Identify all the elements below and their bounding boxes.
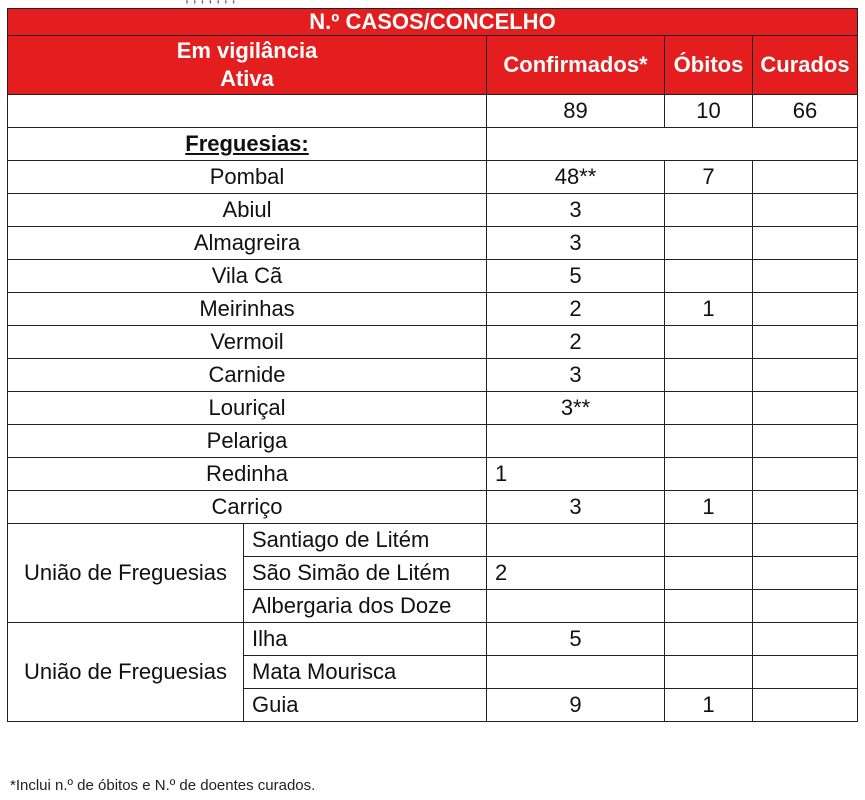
freguesia-confirmados: 2 (487, 293, 665, 326)
freguesia-confirmados: 3 (487, 491, 665, 524)
table-row (8, 260, 858, 293)
table-row (8, 458, 858, 491)
union-label: União de Freguesias (8, 623, 244, 722)
cropped-text-strip (0, 0, 865, 8)
freguesia-obitos (665, 425, 753, 458)
union-member-name: Santiago de Litém (244, 524, 487, 557)
union-member-obitos: 1 (665, 689, 753, 722)
freguesia-curados (753, 326, 858, 359)
freguesia-name: Carnide (8, 359, 487, 392)
union-confirmados: 2 (487, 557, 665, 590)
freguesia-curados (753, 293, 858, 326)
table-row (8, 227, 858, 260)
table-row (8, 425, 858, 458)
totals-row (8, 95, 858, 128)
freguesia-obitos: 1 (665, 491, 753, 524)
union-member-obitos (665, 524, 753, 557)
table-title-row (8, 9, 858, 36)
freguesia-curados (753, 458, 858, 491)
freguesia-confirmados: 5 (487, 260, 665, 293)
freguesia-confirmados: 48** (487, 161, 665, 194)
union-row (8, 524, 858, 557)
union-member-name: Ilha (244, 623, 487, 656)
freguesia-curados (753, 491, 858, 524)
union-member-confirmados (487, 524, 665, 557)
freguesia-curados (753, 392, 858, 425)
union-member-curados (753, 524, 858, 557)
union-member-obitos (665, 557, 753, 590)
freguesia-confirmados: 2 (487, 326, 665, 359)
header-obitos: Óbitos (665, 36, 753, 95)
table-row (8, 293, 858, 326)
table-row (8, 194, 858, 227)
freguesia-obitos: 1 (665, 293, 753, 326)
footnote: *Inclui n.º de óbitos e N.º de doentes curados. (10, 777, 316, 794)
freguesia-name: Vermoil (8, 326, 487, 359)
union-member-obitos (665, 656, 753, 689)
totals-vigilancia-cell (8, 95, 487, 128)
union-member-name: Mata Mourisca (244, 656, 487, 689)
freguesia-obitos (665, 458, 753, 491)
table-row (8, 161, 858, 194)
table-row (8, 491, 858, 524)
table-row (8, 392, 858, 425)
freguesia-curados (753, 194, 858, 227)
header-curados: Curados (753, 36, 858, 95)
totals-obitos: 10 (665, 95, 753, 128)
union-member-confirmados: 9 (487, 689, 665, 722)
cases-by-municipality-table (7, 8, 858, 722)
freguesia-confirmados (487, 425, 665, 458)
union-member-curados (753, 623, 858, 656)
freguesia-name: Louriçal (8, 392, 487, 425)
union-member-name: Albergaria dos Doze (244, 590, 487, 623)
union-member-obitos (665, 590, 753, 623)
freguesia-name: Pombal (8, 161, 487, 194)
table-row (8, 359, 858, 392)
freguesia-curados (753, 227, 858, 260)
union-label: União de Freguesias (8, 524, 244, 623)
table-title: N.º CASOS/CONCELHO (8, 9, 858, 36)
union-member-confirmados: 5 (487, 623, 665, 656)
header-vigilancia (8, 36, 487, 95)
freguesia-obitos (665, 392, 753, 425)
freguesia-curados (753, 425, 858, 458)
freguesia-name: Vila Cã (8, 260, 487, 293)
freguesia-name: Pelariga (8, 425, 487, 458)
freguesias-heading-cell (8, 128, 487, 161)
freguesia-curados (753, 260, 858, 293)
freguesias-heading-blank (487, 128, 858, 161)
freguesia-curados (753, 359, 858, 392)
union-member-name: Guia (244, 689, 487, 722)
freguesia-name: Abiul (8, 194, 487, 227)
freguesia-obitos (665, 227, 753, 260)
freguesia-confirmados: 3** (487, 392, 665, 425)
freguesia-confirmados: 3 (487, 227, 665, 260)
freguesias-heading-row (8, 128, 858, 161)
union-member-curados (753, 656, 858, 689)
union-member-name: São Simão de Litém (244, 557, 487, 590)
union-member-confirmados (487, 590, 665, 623)
header-vigilancia-line1: Em vigilância (176, 38, 318, 63)
freguesia-obitos (665, 326, 753, 359)
freguesia-name: Meirinhas (8, 293, 487, 326)
freguesia-obitos: 7 (665, 161, 753, 194)
table-header-row (8, 36, 858, 95)
totals-curados: 66 (753, 95, 858, 128)
freguesia-name: Almagreira (8, 227, 487, 260)
freguesia-obitos (665, 194, 753, 227)
freguesia-obitos (665, 359, 753, 392)
table-row (8, 326, 858, 359)
union-member-curados (753, 557, 858, 590)
totals-confirmados: 89 (487, 95, 665, 128)
freguesias-heading: Freguesias: (185, 131, 309, 156)
freguesia-confirmados: 1 (487, 458, 665, 491)
union-row (8, 623, 858, 656)
freguesia-obitos (665, 260, 753, 293)
freguesia-confirmados: 3 (487, 194, 665, 227)
freguesia-confirmados: 3 (487, 359, 665, 392)
union-member-curados (753, 590, 858, 623)
freguesia-name: Redinha (8, 458, 487, 491)
freguesia-name: Carriço (8, 491, 487, 524)
freguesia-curados (753, 161, 858, 194)
union-member-confirmados (487, 656, 665, 689)
header-vigilancia-line2: Ativa (220, 66, 274, 91)
union-member-curados (753, 689, 858, 722)
header-confirmados: Confirmados* (487, 36, 665, 95)
union-member-obitos (665, 623, 753, 656)
